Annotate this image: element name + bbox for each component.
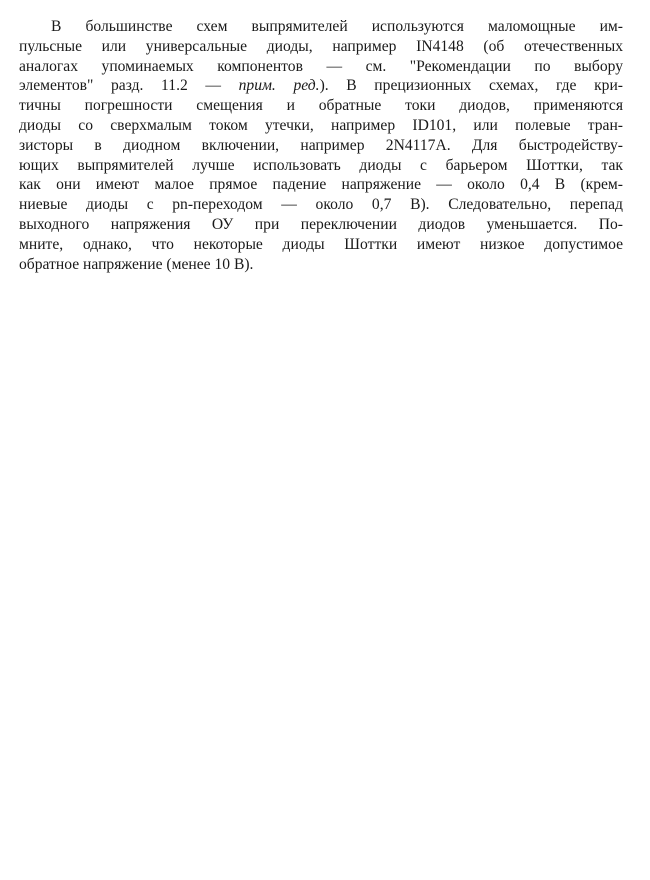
- text-line: [19, 37, 623, 57]
- italic-text-segment: прим. ред.: [238, 77, 320, 95]
- text-line: [19, 195, 623, 215]
- text-line: [19, 76, 623, 96]
- text-segment: элементов" разд. 11.2 —: [19, 77, 239, 95]
- text-line: [19, 255, 623, 275]
- text-segment: выходного напряжения ОУ при переключении диодов уменьшается. По-: [19, 215, 623, 233]
- text-segment: зисторы в диодном включении, например 2N4117A. Для быстродейству-: [19, 136, 623, 154]
- text-segment: аналогах упоминаемых компонентов — см. "Рекомендации по выбору: [19, 57, 623, 75]
- text-segment: тичны погрешности смещения и обратные токи диодов, применяются: [19, 97, 623, 115]
- text-segment: диоды со сверхмалым током утечки, например ID101, или полевые тран-: [19, 116, 623, 134]
- text-line: [19, 235, 623, 255]
- text-segment: как они имеют малое прямое падение напряжение — около 0,4 В (крем-: [19, 176, 623, 194]
- text-segment: ). В прецизионных схемах, где кри-: [319, 77, 623, 95]
- text-line: [19, 215, 623, 235]
- text-line: [19, 96, 623, 116]
- text-segment: ниевые диоды с pn-переходом — около 0,7 В). Следовательно, перепад: [19, 196, 623, 214]
- text-segment: ющих выпрямителей лучше использовать диоды с барьером Шоттки, так: [19, 156, 623, 174]
- text-line: [19, 175, 623, 195]
- text-line: [19, 17, 623, 37]
- body-paragraph: [19, 17, 623, 274]
- text-segment: пульсные или универсальные диоды, например IN4148 (об отечественных: [19, 37, 623, 55]
- text-segment: мните, однако, что некоторые диоды Шоттки имеют низкое допустимое: [19, 235, 623, 253]
- text-line: [19, 57, 623, 77]
- text-line: [19, 156, 623, 176]
- text-line: [19, 116, 623, 136]
- text-line: [19, 136, 623, 156]
- text-segment: В большинстве схем выпрямителей используются маломощные им-: [51, 18, 623, 35]
- text-segment: обратное напряжение (менее 10 В).: [19, 255, 254, 273]
